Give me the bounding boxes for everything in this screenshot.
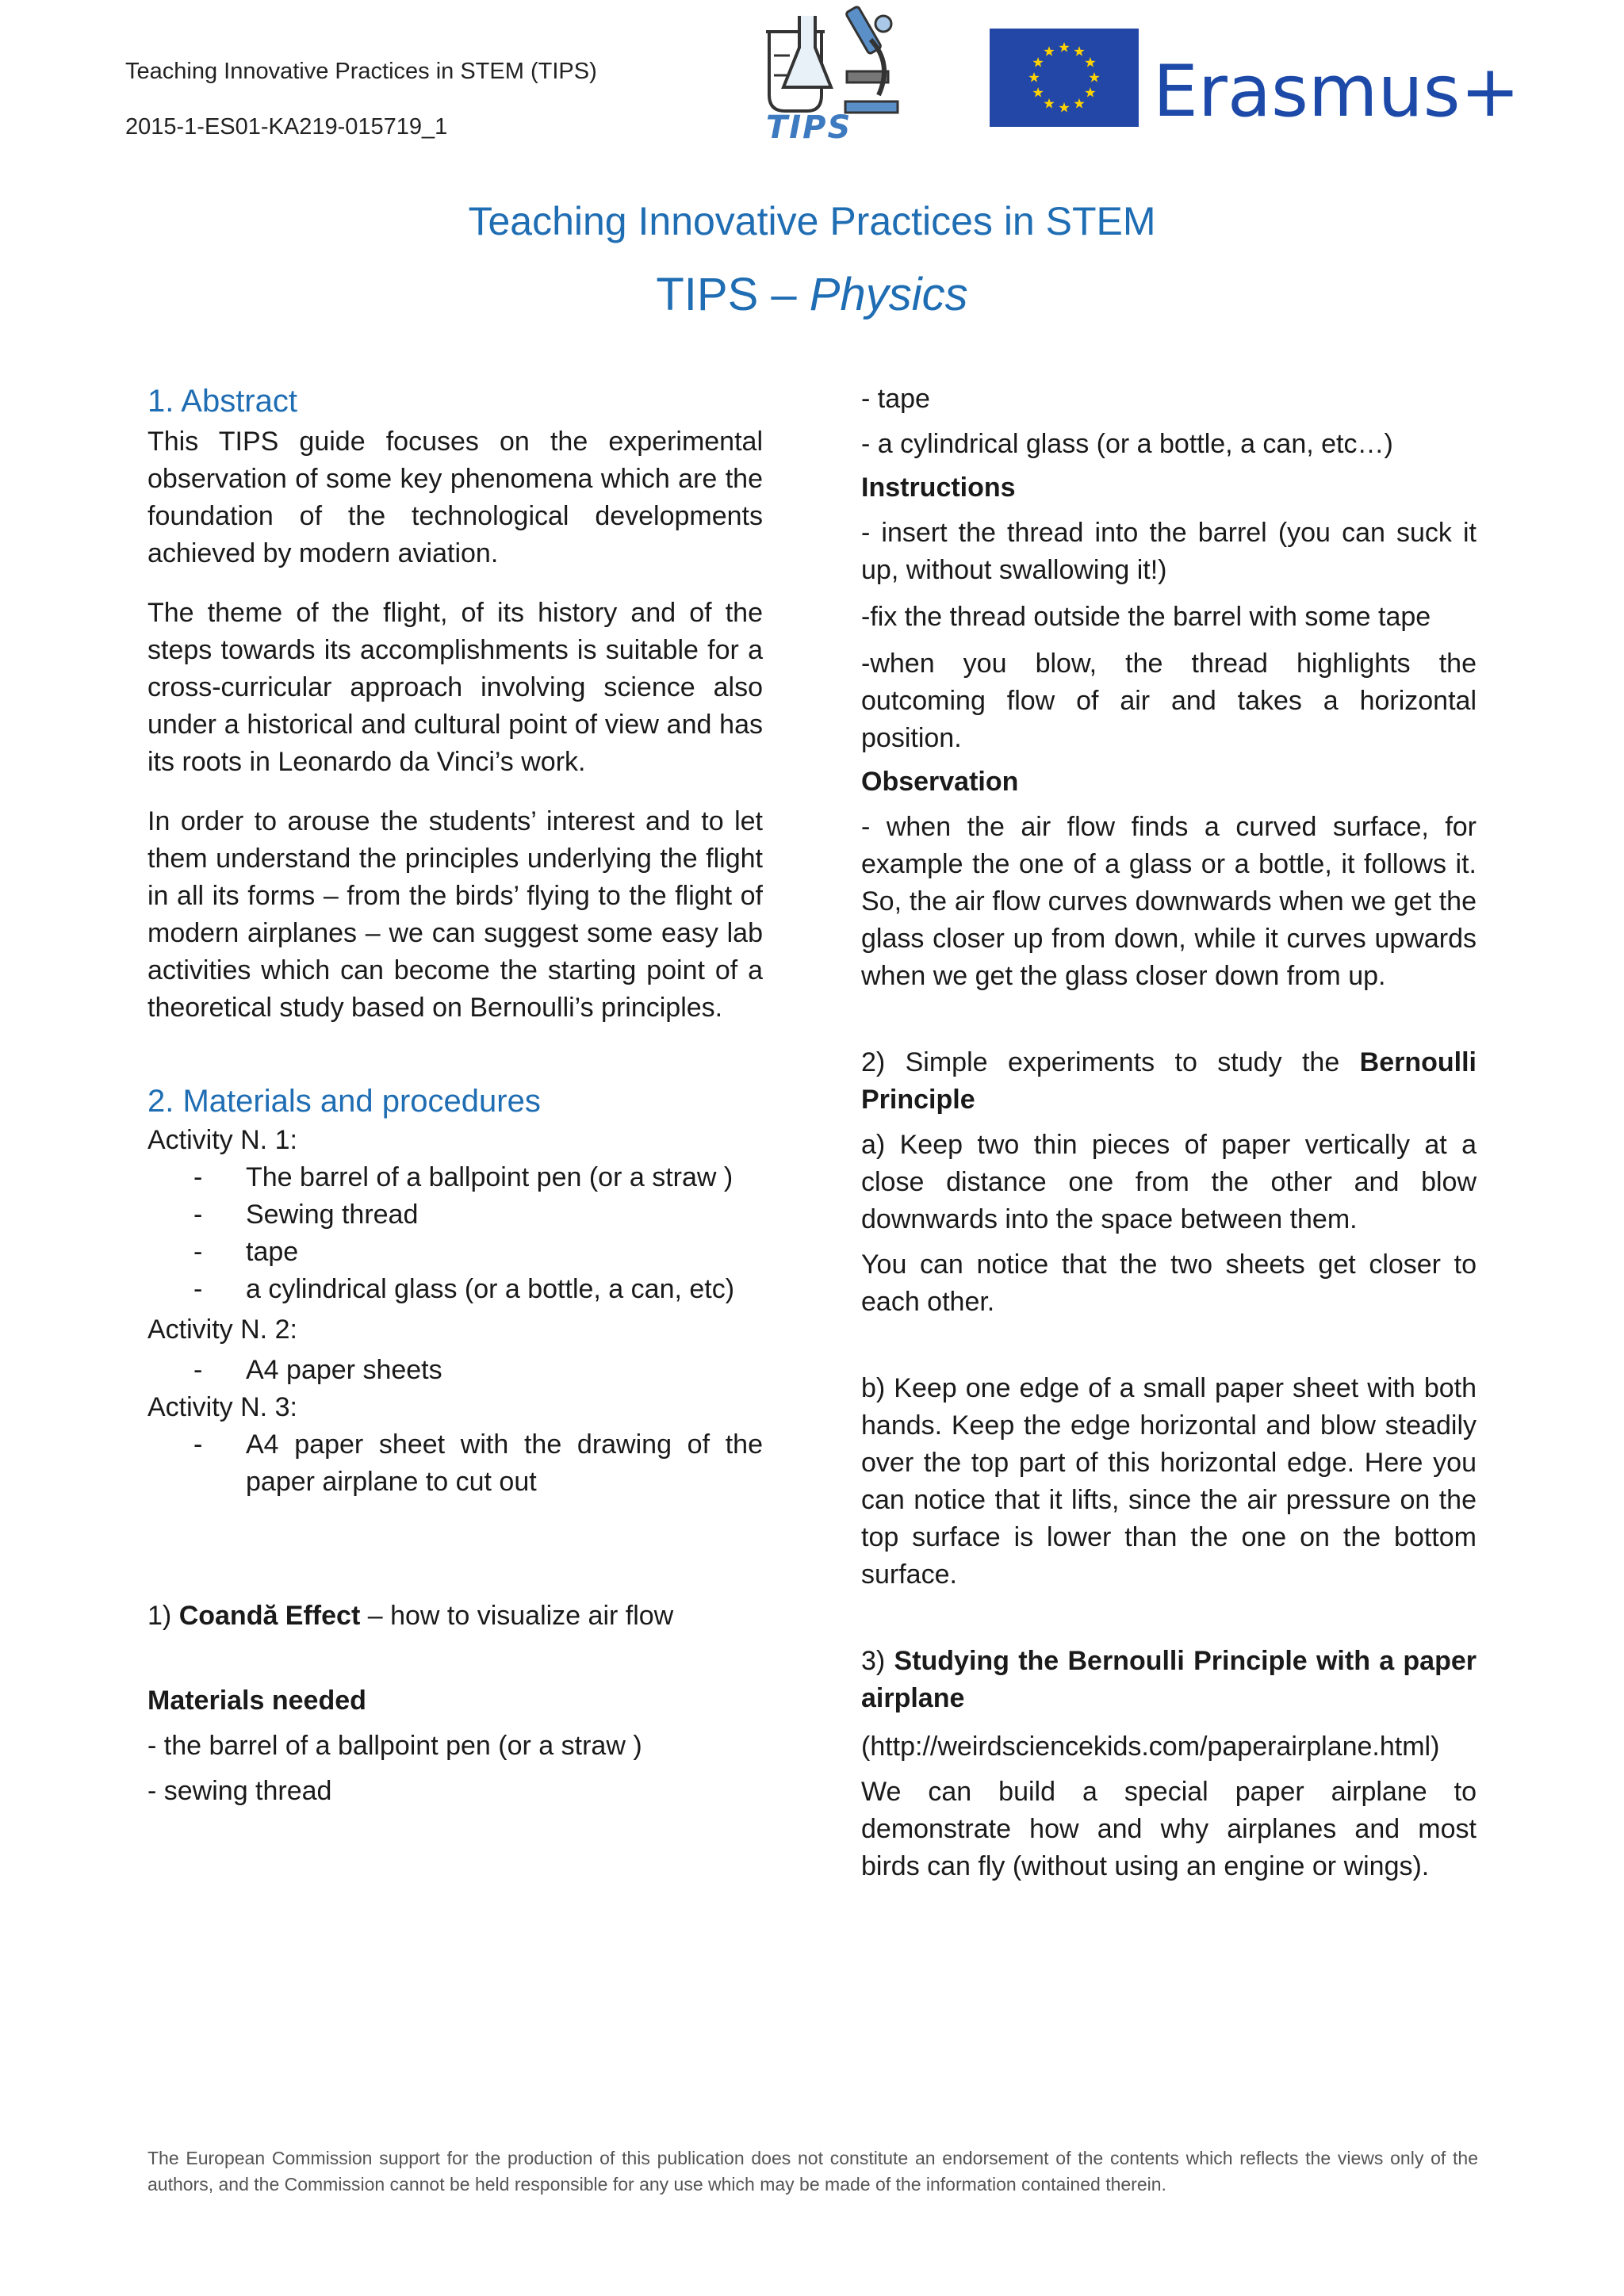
- page-subtitle: [0, 268, 1624, 321]
- instruction-item: -fix the thread outside the barrel with some tape: [861, 602, 1431, 632]
- experiment-b: b) Keep one edge of a small paper sheet with both hands. Keep the edge horizontal and blow steadily over the top part of this horizontal edge. Here you can notice that it lifts, since the air pressure on the top surface is lower than the one on the bottom surface.: [861, 1373, 1477, 1590]
- experiment-a: a) Keep two thin pieces of paper vertically at a close distance one from the other and blow downwards into the space between them.: [861, 1130, 1477, 1234]
- activity-3-label: Activity N. 3:: [147, 1392, 297, 1422]
- abstract-paragraph-3: In order to arouse the students’ interest and to let them understand the principles underlying the flight in all its forms – from the birds’ flying to the flight of modern airplanes – we can suggest some easy lab activities which can become the starting point of a theoretical study based on Bernoulli’s principles.: [147, 806, 763, 1023]
- abstract-paragraph-1: This TIPS guide focuses on the experimental observation of some key phenomena which are the foundation of the technological developments achieved by modern aviation.: [147, 427, 763, 568]
- tips-logo-text: TIPS: [766, 109, 852, 146]
- list-item: - Sewing thread: [193, 1200, 419, 1230]
- list-item: - A4 paper sheet with the drawing of the paper airplane to cut out: [193, 1429, 763, 1497]
- airplane-text: We can build a special paper airplane to demonstrate how and why airplanes and most birds can fly (without using an engine or wings).: [861, 1777, 1477, 1881]
- instruction-item: -when you blow, the thread highlights the outcoming flow of air and takes a horizontal position.: [861, 649, 1477, 753]
- observation-text: - when the air flow finds a curved surface, for example the one of a glass or a bottle, it follows it. So, the air flow curves downwards when we get the glass closer up from down, while it curves upwards when we get the glass closer down from up.: [861, 812, 1477, 991]
- footer-disclaimer: The European Commission support for the production of this publication does not constitute an endorsement of the contents which reflects the views only of the authors, and the Commission cannot be held responsible for any use which may be made of the information contained therein.: [147, 2148, 1478, 2195]
- project-name: Teaching Innovative Practices in STEM (TIPS): [125, 59, 597, 84]
- airplane-heading: 3) Studying the Bernoulli Principle with a paper airplane: [861, 1646, 1477, 1713]
- eu-flag: [990, 29, 1139, 127]
- instruction-item: - insert the thread into the barrel (you can suck it up, without swallowing it!): [861, 518, 1477, 585]
- abstract-heading: 1. Abstract: [147, 384, 297, 419]
- material-item: - a cylindrical glass (or a bottle, a can, etc…): [861, 429, 1393, 459]
- subtitle-subject: Physics: [809, 269, 968, 320]
- list-item: - tape: [193, 1237, 299, 1267]
- tips-logo: [752, 0, 904, 144]
- subtitle-prefix: TIPS –: [656, 269, 810, 320]
- list-item: - a cylindrical glass (or a bottle, a can, etc): [193, 1274, 735, 1304]
- coanda-heading: 1) Coandă Effect – how to visualize air flow: [147, 1601, 674, 1631]
- list-item: - A4 paper sheets: [193, 1355, 442, 1385]
- observation-heading: Observation: [861, 767, 1019, 797]
- airplane-link: (http://weirdsciencekids.com/paperairplane.html): [861, 1732, 1440, 1762]
- instructions-heading: Instructions: [861, 473, 1016, 503]
- left-column: [147, 381, 763, 1810]
- project-code: 2015-1-ES01-KA219-015719_1: [125, 114, 448, 140]
- list-item: - The barrel of a ballpoint pen (or a straw ): [193, 1162, 733, 1192]
- experiment-a-note: You can notice that the two sheets get closer to each other.: [861, 1249, 1477, 1317]
- material-item: - tape: [861, 384, 930, 414]
- materials-needed-heading: Materials needed: [147, 1686, 366, 1716]
- erasmus-logo-text: Erasmus+: [1153, 50, 1520, 133]
- page-title: Teaching Innovative Practices in STEM: [468, 199, 1156, 243]
- materials-heading: 2. Materials and procedures: [147, 1084, 541, 1119]
- activity-2-label: Activity N. 2:: [147, 1314, 297, 1345]
- activity-1-label: Activity N. 1:: [147, 1125, 297, 1155]
- right-column: [861, 381, 1477, 1885]
- material-item: - sewing thread: [147, 1776, 332, 1806]
- abstract-paragraph-2: The theme of the flight, of its history and of the steps towards its accomplishments is suitable for a cross-curricular approach involving science also under a historical and cultural point of view and has its roots in Leonardo da Vinci’s work.: [147, 598, 763, 777]
- material-item: - the barrel of a ballpoint pen (or a straw ): [147, 1731, 642, 1761]
- bernoulli-heading: 2) Simple experiments to study the Bernoulli Principle: [861, 1047, 1477, 1115]
